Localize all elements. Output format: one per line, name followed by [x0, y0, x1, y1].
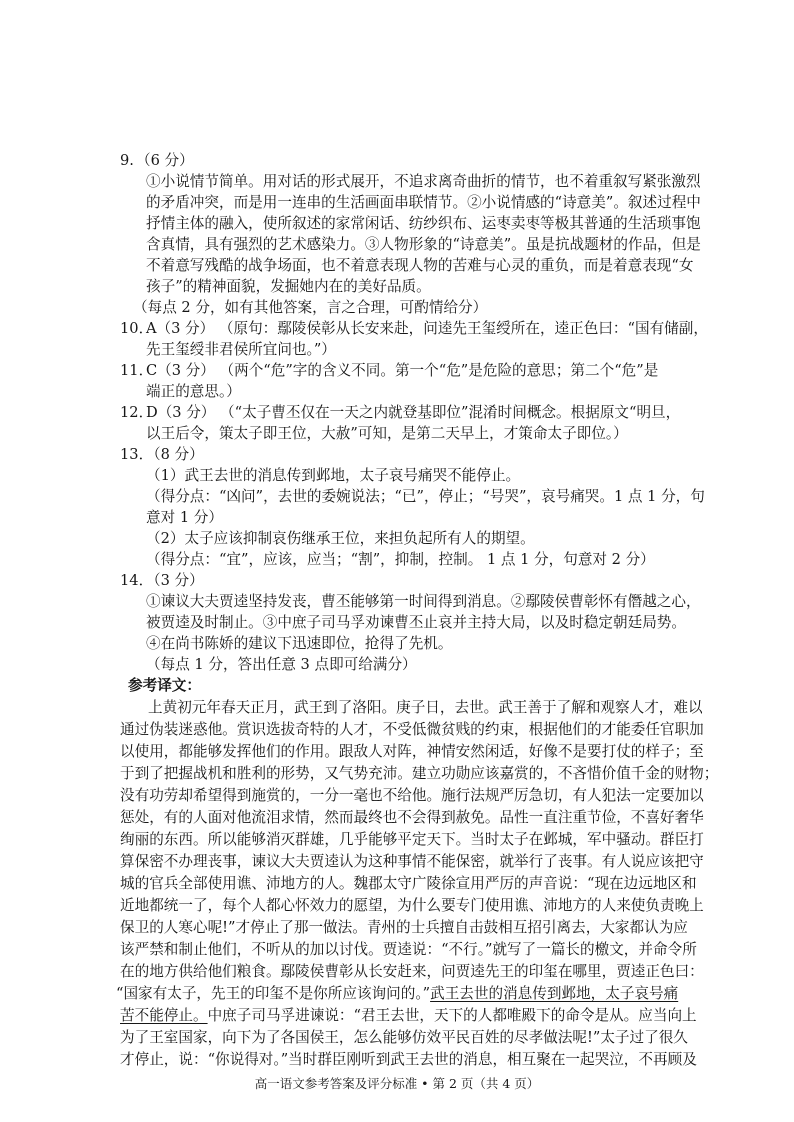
- answer-13-line: （8 分）: [146, 446, 204, 463]
- answer-14-line: （每点 1 分，答出任意 3 点即可给满分）: [146, 656, 417, 673]
- translation-line: 在的地方供给他们粮食。鄢陵侯曹彰从长安赶来，问贾逵先王的印玺在哪里，贾逵正色曰：: [120, 963, 704, 980]
- answer-11-line: C（3 分） （两个“危”字的含义不同。第一个“危”是危险的意思；第二个“危”是: [146, 362, 659, 379]
- translation-line: [116, 984, 678, 1004]
- answer-13-line: （得分点：“凶问”，去世的委婉说法；“已”，停止；“号哭”，哀号痛哭。1 点 1 分，句: [146, 488, 705, 505]
- translation-line: 通过伪装迷惑他。赏识选拔奇特的人才，不受低微贫贱的约束，根据他们的才能委任官职加: [120, 721, 704, 738]
- answer-9-line: 的矛盾冲突，而是用一连串的生活画面串联情节。②小说情感的“诗意美”。叙述过程中: [146, 194, 701, 211]
- translation-line: 绚丽的东西。所以能够消灭群雄，几乎能够平定天下。当时太子在邺城，军中骚动。群臣打: [120, 831, 704, 848]
- answer-9-line: （6 分）: [136, 152, 194, 169]
- translation-line: 保卫的人寒心呢!”才停止了那一做法。青州的士兵擅自击鼓相互招引离去，大家都认为应: [120, 919, 688, 936]
- answer-14-line: ④在尚书陈娇的建议下迅速即位，抢得了先机。: [146, 635, 453, 652]
- answer-11-line: 端正的意思。）: [146, 383, 241, 400]
- translation-line: 以使用，都能够发挥他们的作用。跟敌人对阵，神情安然闲适，好像不是要打仗的样子；至: [120, 743, 704, 760]
- translation-line-part: “国家有太子，先王的印玺不是你所应该询问的。”: [116, 985, 431, 1002]
- translation-line: 才停止，说：“你说得对。”当时群臣刚听到武王去世的消息，相互聚在一起哭泣，不再顾及: [120, 1051, 697, 1068]
- answer-12-number: 12．: [120, 404, 154, 421]
- translation-heading: 参考译文：: [128, 677, 201, 694]
- answer-14-number: 14．: [120, 572, 154, 589]
- translation-line: 上黄初元年春天正月，武王到了洛阳。庚子日，去世。武王善于了解和观察人才，难以: [148, 699, 703, 716]
- translation-line: 于到了把握战机和胜利的形势，又气势充沛。建立功勋应该嘉赏的，不吝惜价值千金的财物；: [120, 765, 719, 782]
- answer-9-line: 抒情主体的融入，使所叙述的家常闲话、纺纱织布、运枣卖枣等极其普通的生活琐事饱: [146, 215, 701, 232]
- answer-13-line: （1）武王去世的消息传到邺地，太子哀号痛哭不能停止。: [146, 467, 521, 484]
- translation-line: 为了王室国家，向下为了各国侯王，怎么能够仿效平民百姓的尽孝做法呢!”太子过了很久: [120, 1029, 688, 1046]
- answer-10-line: A（3 分） （原句：鄢陵侯彰从长安来赴，问逵先王玺绶所在，逵正色曰：“国有储副，: [146, 320, 708, 337]
- answer-10-number: 10．: [120, 320, 154, 337]
- translation-line: 该严禁和制止他们，不听从的加以讨伐。贾逵说：“不行。”就写了一篇长的檄文，并命令所: [120, 941, 697, 958]
- answer-9-line: 不着意写残酷的战争场面，也不着意表现人物的苦难与心灵的重负，而是着意表现“女: [146, 257, 694, 274]
- answer-13-number: 13．: [120, 446, 154, 463]
- translation-line: [120, 1006, 697, 1026]
- answer-9-line: 孩子”的精神面貌，发掘她内在的美好品质。: [146, 278, 431, 295]
- answer-13-line: （2）太子应该抑制哀伤继承王位，来担负起所有人的期望。: [146, 530, 535, 547]
- answer-13-line: 意对 1 分）: [146, 509, 223, 526]
- underlined-sentence: 武王去世的消息传到邺地，太子哀号痛: [430, 985, 679, 1002]
- answer-9-line: （每点 2 分，如有其他答案，言之合理，可酌情给分）: [133, 299, 488, 316]
- answer-13-line: （得分点：“宜”，应该，应当；“割”，抑制，控制。 1 点 1 分，句意对 2 分）: [146, 551, 655, 568]
- translation-line: 没有功劳却希望得到施赏的，一分一毫也不给他。施行法规严厉急切，有人犯法一定要加以: [120, 787, 704, 804]
- answer-14-line: （3 分）: [146, 572, 204, 589]
- translation-line: 近地都统一了，每个人都心怀效力的愿望，为什么要专门使用谯、沛地方的人来使负责晚上: [120, 897, 704, 914]
- underlined-sentence: 苦不能停止。: [120, 1007, 208, 1024]
- answer-11-number: 11．: [120, 362, 154, 379]
- answer-12-line: D（3 分） （“太子曹丕仅在一天之内就登基即位”混淆时间概念。根据原文“明旦，: [146, 404, 681, 421]
- answer-9-number: 9.: [120, 152, 134, 169]
- translation-line-part: 中庶子司马孚进谏说：“君王去世，天下的人都唯殿下的命令是从。应当向上: [207, 1007, 697, 1024]
- answer-10-line: 先王玺绶非君侯所宜问也。”）: [146, 341, 336, 358]
- answer-12-line: 以王后令，策太子即王位，大赦”可知，是第二天早上，才策命太子即位。）: [146, 425, 628, 442]
- translation-line: 算保密不办理丧事，谏议大夫贾逵认为这种事情不能保密，就举行了丧事。有人说应该把守: [120, 853, 704, 870]
- answer-9-line: 含真情，具有强烈的艺术感染力。③人物形象的“诗意美”。虽是抗战题材的作品，但是: [146, 236, 701, 253]
- answer-14-line: ①谏议大夫贾逵坚持发丧，曹丕能够第一时间得到消息。②鄢陵侯曹彰怀有僭越之心，: [146, 593, 701, 610]
- page-footer: 高一语文参考答案及评分标准 • 第 2 页（共 4 页）: [254, 1076, 540, 1091]
- answer-9-line: ①小说情节简单。用对话的形式展开，不追求离奇曲折的情节，也不着重叙写紧张激烈: [146, 173, 701, 190]
- translation-line: 城的官兵全部使用谯、沛地方的人。魏郡太守广陵徐宣用严厉的声音说：“现在边远地区和: [120, 875, 697, 892]
- translation-line: 惩处，有的人面对他流泪求情，然而最终也不会得到赦免。品性一直注重节俭，不喜好奢华: [120, 809, 704, 826]
- answer-14-line: 被贾逵及时制止。③中庶子司马孚劝谏曹丕止哀并主持大局，以及时稳定朝廷局势。: [146, 614, 686, 631]
